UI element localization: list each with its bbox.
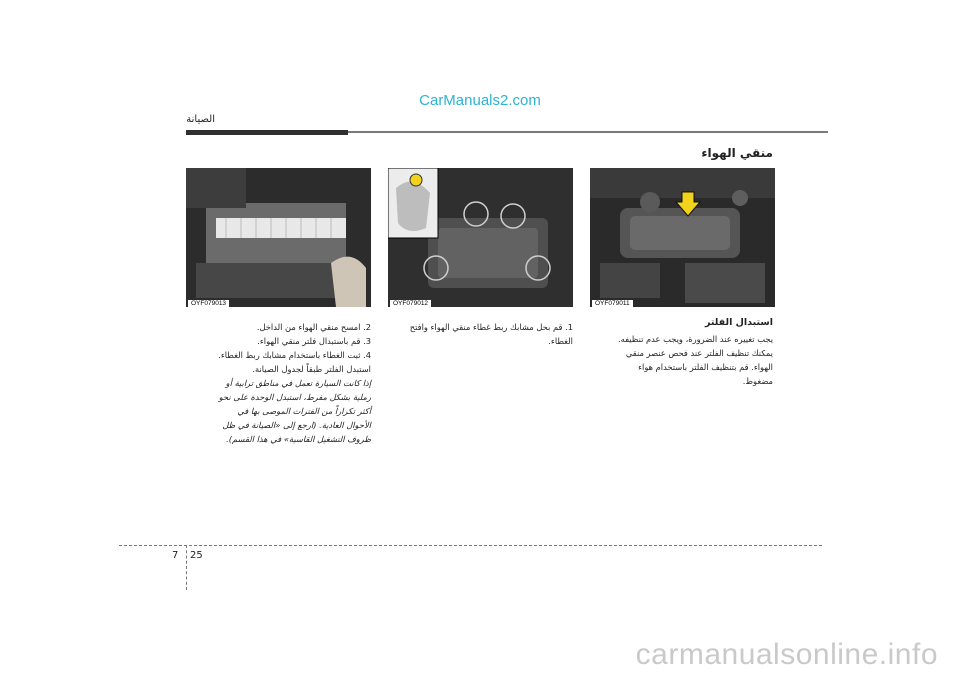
schedule-text: استبدل الفلتر طبقاً لجدول الصيانة. xyxy=(252,364,371,374)
note-line: الأحوال العادية. (ارجع إلى «الصيانة في ظل xyxy=(222,420,371,430)
watermark-bottom: carmanualsonline.info xyxy=(635,638,938,671)
section-title: الصيانة xyxy=(186,114,215,125)
photo-cover-clips xyxy=(388,168,573,307)
text-line: يمكنك تنظيف الفلتر عند فحص عنصر منقي xyxy=(625,348,773,358)
photo-code: OYF079012 xyxy=(390,300,431,307)
chapter-number: 7 xyxy=(172,550,179,561)
note-line: ظروف التشغيل القاسية» في هذا القسم). xyxy=(226,434,371,444)
page-heading: منقي الهواء xyxy=(701,146,773,160)
subheading-filter-replacement: استبدال الفلتر xyxy=(705,317,773,328)
step-1-text-cont: الغطاء. xyxy=(548,336,573,346)
middle-column xyxy=(388,320,573,348)
footer-divider-vertical xyxy=(186,545,187,590)
step-3-text: 3. قم باستبدال فلتر منقي الهواء. xyxy=(257,336,371,346)
text-line: مضغوط. xyxy=(742,376,773,386)
step-4-text: 4. ثبت الغطاء باستخدام مشابك ربط الغطاء. xyxy=(218,350,371,360)
air-cleaner-clips-illustration xyxy=(388,168,573,307)
photo-air-cleaner-location xyxy=(590,168,775,307)
note-line: إذا كانت السيارة تعمل في مناطق ترابية أو xyxy=(225,378,371,388)
note-line: رملية بشكل مفرط، استبدل الوحدة على نحو xyxy=(218,392,371,402)
step-1-text: 1. قم بحل مشابك ربط غطاء منقي الهواء وافتح xyxy=(409,322,573,332)
photo-code: OYF079011 xyxy=(592,300,633,307)
photo-filter-replacement xyxy=(186,168,371,307)
text-line: الهواء. قم بتنظيف الفلتر باستخدام هواء xyxy=(638,362,773,372)
page-number: 25 xyxy=(190,550,203,561)
note-line: أكثر تكراراً من الفترات الموصى بها في xyxy=(237,406,371,416)
step-2-text: 2. امسح منقي الهواء من الداخل. xyxy=(256,322,371,332)
right-column xyxy=(588,316,773,388)
text-line: يجب تغييره عند الضرورة، ويجب عدم تنظيفه. xyxy=(618,334,773,344)
filter-replacement-illustration xyxy=(186,168,371,307)
header-rule-accent xyxy=(186,130,348,135)
photo-code: OYF079013 xyxy=(188,300,229,307)
watermark-top: CarManuals2.com xyxy=(419,92,541,109)
engine-bay-illustration xyxy=(590,168,775,307)
left-column xyxy=(186,320,371,446)
footer-divider xyxy=(119,545,822,546)
